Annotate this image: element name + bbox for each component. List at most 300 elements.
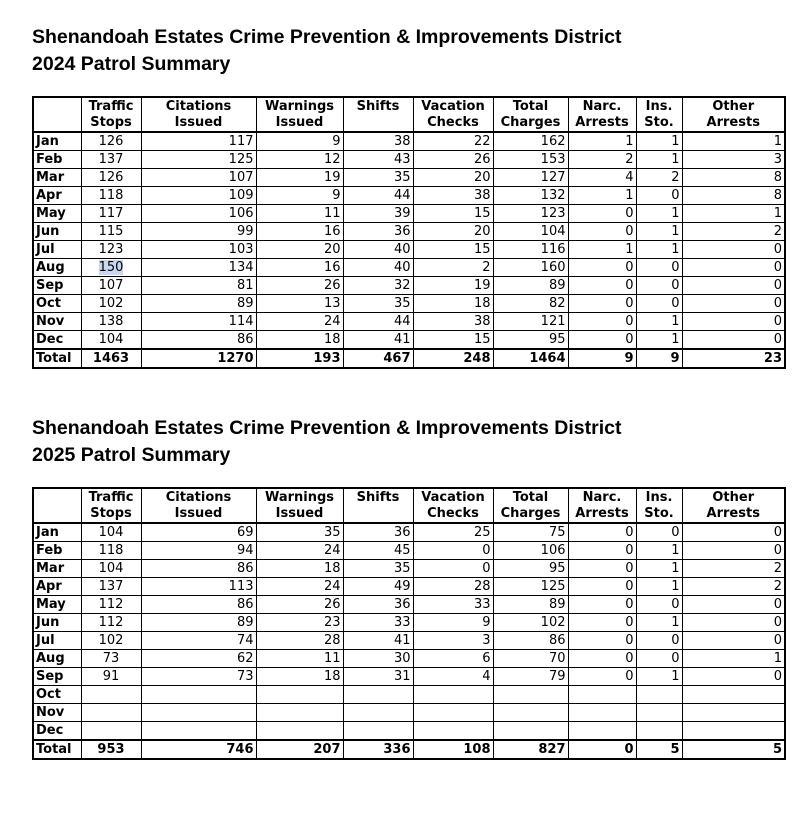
other-arrests-cell[interactable]: 2 xyxy=(682,223,785,241)
traffic-stops-cell[interactable]: 126 xyxy=(81,169,141,187)
other-arrests-cell[interactable]: 2 xyxy=(682,560,785,578)
ins-sto-cell[interactable]: 1 xyxy=(636,668,682,686)
other-arrests-cell[interactable]: 1 xyxy=(682,205,785,223)
citations-issued-cell[interactable]: 109 xyxy=(141,187,256,205)
shifts-cell[interactable]: 41 xyxy=(343,632,413,650)
header-warnings-issued[interactable]: Warnings Issued xyxy=(256,97,343,132)
shifts-cell[interactable]: 40 xyxy=(343,259,413,277)
traffic-stops-cell[interactable]: 102 xyxy=(81,295,141,313)
narc-arrests-cell[interactable]: 0 xyxy=(568,313,636,331)
narc-arrests-cell[interactable]: 0 xyxy=(568,331,636,350)
vacation-checks-cell[interactable]: 0 xyxy=(413,542,493,560)
month-cell[interactable]: Aug xyxy=(33,650,81,668)
narc-arrests-cell[interactable]: 0 xyxy=(568,259,636,277)
shifts-cell[interactable]: 30 xyxy=(343,650,413,668)
ins-sto-cell[interactable] xyxy=(636,722,682,741)
warnings-issued-cell[interactable]: 9 xyxy=(256,187,343,205)
traffic-stops-cell[interactable]: 104 xyxy=(81,523,141,542)
summary-2024-header xyxy=(32,24,622,78)
header-corner-cell[interactable] xyxy=(33,488,81,523)
citations-issued-cell[interactable]: 69 xyxy=(141,523,256,542)
ins-sto-cell[interactable]: 0 xyxy=(636,650,682,668)
summary-2025-header xyxy=(32,415,622,469)
vacation-checks-cell[interactable]: 26 xyxy=(413,151,493,169)
shifts-cell[interactable]: 43 xyxy=(343,151,413,169)
shifts-cell[interactable]: 36 xyxy=(343,596,413,614)
other-arrests-cell[interactable]: 23 xyxy=(682,349,785,368)
total-charges-cell[interactable] xyxy=(493,704,568,722)
ins-sto-cell[interactable]: 0 xyxy=(636,187,682,205)
narc-arrests-cell[interactable] xyxy=(568,704,636,722)
other-arrests-cell[interactable]: 3 xyxy=(682,151,785,169)
total-charges-cell[interactable]: 116 xyxy=(493,241,568,259)
month-cell[interactable]: Jun xyxy=(33,614,81,632)
vacation-checks-cell[interactable]: 4 xyxy=(413,668,493,686)
traffic-stops-cell[interactable]: 118 xyxy=(81,187,141,205)
vacation-checks-cell[interactable]: 2 xyxy=(413,259,493,277)
other-arrests-cell[interactable]: 0 xyxy=(682,542,785,560)
narc-arrests-cell[interactable]: 0 xyxy=(568,277,636,295)
total-charges-cell[interactable]: 104 xyxy=(493,223,568,241)
month-cell[interactable]: Nov xyxy=(33,313,81,331)
header-citations-issued[interactable]: Citations Issued xyxy=(141,488,256,523)
header-narc-arrests[interactable]: Narc. Arrests xyxy=(568,488,636,523)
shifts-cell[interactable] xyxy=(343,722,413,741)
citations-issued-cell[interactable]: 81 xyxy=(141,277,256,295)
ins-sto-cell[interactable]: 1 xyxy=(636,223,682,241)
ins-sto-cell[interactable]: 0 xyxy=(636,596,682,614)
total-charges-cell[interactable]: 125 xyxy=(493,578,568,596)
warnings-issued-cell[interactable]: 24 xyxy=(256,542,343,560)
month-cell[interactable]: Mar xyxy=(33,560,81,578)
ins-sto-cell[interactable]: 1 xyxy=(636,205,682,223)
header-shifts[interactable]: Shifts xyxy=(343,97,413,132)
warnings-issued-cell[interactable] xyxy=(256,686,343,704)
warnings-issued-cell[interactable]: 26 xyxy=(256,277,343,295)
vacation-checks-cell[interactable]: 248 xyxy=(413,349,493,368)
narc-arrests-cell[interactable]: 0 xyxy=(568,223,636,241)
warnings-issued-cell[interactable] xyxy=(256,704,343,722)
citations-issued-cell[interactable]: 73 xyxy=(141,668,256,686)
vacation-checks-cell[interactable]: 15 xyxy=(413,331,493,350)
table-row xyxy=(33,169,785,187)
header-vacation-checks[interactable]: Vacation Checks xyxy=(413,488,493,523)
narc-arrests-cell[interactable]: 0 xyxy=(568,650,636,668)
warnings-issued-cell[interactable]: 24 xyxy=(256,578,343,596)
header-ins-sto[interactable]: Ins. Sto. xyxy=(636,488,682,523)
total-charges-cell[interactable]: 132 xyxy=(493,187,568,205)
month-cell[interactable]: Jul xyxy=(33,241,81,259)
header-narc-arrests[interactable]: Narc. Arrests xyxy=(568,97,636,132)
total-charges-cell[interactable]: 70 xyxy=(493,650,568,668)
shifts-cell[interactable]: 36 xyxy=(343,223,413,241)
total-charges-cell[interactable]: 162 xyxy=(493,132,568,151)
warnings-issued-cell[interactable]: 13 xyxy=(256,295,343,313)
month-cell[interactable]: Feb xyxy=(33,151,81,169)
shifts-cell[interactable]: 31 xyxy=(343,668,413,686)
ins-sto-cell[interactable]: 0 xyxy=(636,277,682,295)
other-arrests-cell[interactable]: 5 xyxy=(682,740,785,759)
traffic-stops-cell[interactable]: 137 xyxy=(81,151,141,169)
citations-issued-cell[interactable]: 99 xyxy=(141,223,256,241)
shifts-cell[interactable]: 32 xyxy=(343,277,413,295)
other-arrests-cell[interactable] xyxy=(682,704,785,722)
narc-arrests-cell[interactable]: 0 xyxy=(568,668,636,686)
vacation-checks-cell[interactable]: 25 xyxy=(413,523,493,542)
month-cell[interactable]: Nov xyxy=(33,704,81,722)
header-row xyxy=(33,97,785,132)
vacation-checks-cell[interactable]: 9 xyxy=(413,614,493,632)
citations-issued-cell[interactable]: 117 xyxy=(141,132,256,151)
month-cell[interactable]: May xyxy=(33,596,81,614)
narc-arrests-cell[interactable] xyxy=(568,686,636,704)
ins-sto-cell[interactable]: 1 xyxy=(636,614,682,632)
month-cell[interactable]: Jun xyxy=(33,223,81,241)
vacation-checks-cell[interactable]: 38 xyxy=(413,313,493,331)
table-row xyxy=(33,132,785,151)
vacation-checks-cell[interactable]: 22 xyxy=(413,132,493,151)
narc-arrests-cell[interactable]: 0 xyxy=(568,542,636,560)
warnings-issued-cell[interactable]: 11 xyxy=(256,205,343,223)
warnings-issued-cell[interactable]: 9 xyxy=(256,132,343,151)
vacation-checks-cell[interactable] xyxy=(413,686,493,704)
narc-arrests-cell[interactable] xyxy=(568,722,636,741)
warnings-issued-cell[interactable]: 18 xyxy=(256,560,343,578)
warnings-issued-cell[interactable]: 24 xyxy=(256,313,343,331)
other-arrests-cell[interactable]: 0 xyxy=(682,295,785,313)
vacation-checks-cell[interactable]: 108 xyxy=(413,740,493,759)
ins-sto-cell[interactable]: 9 xyxy=(636,349,682,368)
ins-sto-cell[interactable] xyxy=(636,686,682,704)
vacation-checks-cell[interactable]: 18 xyxy=(413,295,493,313)
other-arrests-cell[interactable]: 0 xyxy=(682,668,785,686)
ins-sto-cell[interactable]: 0 xyxy=(636,523,682,542)
vacation-checks-cell[interactable]: 15 xyxy=(413,205,493,223)
citations-issued-cell[interactable]: 103 xyxy=(141,241,256,259)
total-charges-cell[interactable]: 79 xyxy=(493,668,568,686)
table-row xyxy=(33,523,785,542)
header-total-charges[interactable]: Total Charges xyxy=(493,488,568,523)
shifts-cell[interactable]: 36 xyxy=(343,523,413,542)
other-arrests-cell[interactable]: 1 xyxy=(682,650,785,668)
citations-issued-cell[interactable]: 125 xyxy=(141,151,256,169)
citations-issued-cell[interactable]: 62 xyxy=(141,650,256,668)
total-charges-cell[interactable]: 95 xyxy=(493,560,568,578)
header-total-charges[interactable]: Total Charges xyxy=(493,97,568,132)
month-cell[interactable]: Apr xyxy=(33,578,81,596)
ins-sto-cell[interactable]: 1 xyxy=(636,241,682,259)
total-label-cell[interactable]: Total xyxy=(33,740,81,759)
citations-issued-cell[interactable]: 134 xyxy=(141,259,256,277)
ins-sto-cell[interactable]: 1 xyxy=(636,132,682,151)
traffic-stops-cell[interactable]: 118 xyxy=(81,542,141,560)
warnings-issued-cell[interactable]: 193 xyxy=(256,349,343,368)
other-arrests-cell[interactable]: 0 xyxy=(682,614,785,632)
month-cell[interactable]: Dec xyxy=(33,722,81,741)
traffic-stops-cell[interactable] xyxy=(81,704,141,722)
other-arrests-cell[interactable]: 0 xyxy=(682,596,785,614)
narc-arrests-cell[interactable]: 0 xyxy=(568,523,636,542)
traffic-stops-cell[interactable]: 117 xyxy=(81,205,141,223)
table-row xyxy=(33,650,785,668)
total-charges-cell[interactable]: 160 xyxy=(493,259,568,277)
warnings-issued-cell[interactable]: 35 xyxy=(256,523,343,542)
narc-arrests-cell[interactable]: 0 xyxy=(568,578,636,596)
narc-arrests-cell[interactable]: 9 xyxy=(568,349,636,368)
warnings-issued-cell[interactable] xyxy=(256,722,343,741)
shifts-cell[interactable] xyxy=(343,686,413,704)
other-arrests-cell[interactable]: 8 xyxy=(682,169,785,187)
citations-issued-cell[interactable]: 89 xyxy=(141,614,256,632)
traffic-stops-cell[interactable] xyxy=(81,259,141,277)
month-cell[interactable]: Sep xyxy=(33,277,81,295)
month-cell[interactable]: Sep xyxy=(33,668,81,686)
other-arrests-cell[interactable] xyxy=(682,686,785,704)
shifts-cell[interactable]: 44 xyxy=(343,313,413,331)
warnings-issued-cell[interactable]: 18 xyxy=(256,331,343,350)
ins-sto-cell[interactable]: 0 xyxy=(636,295,682,313)
header-shifts[interactable]: Shifts xyxy=(343,488,413,523)
warnings-issued-cell[interactable]: 18 xyxy=(256,668,343,686)
warnings-issued-cell[interactable]: 12 xyxy=(256,151,343,169)
month-cell[interactable]: Apr xyxy=(33,187,81,205)
total-label-cell[interactable]: Total xyxy=(33,349,81,368)
vacation-checks-cell[interactable]: 15 xyxy=(413,241,493,259)
total-charges-cell[interactable]: 121 xyxy=(493,313,568,331)
month-cell[interactable]: Oct xyxy=(33,295,81,313)
warnings-issued-cell[interactable]: 16 xyxy=(256,223,343,241)
traffic-stops-cell[interactable]: 123 xyxy=(81,241,141,259)
shifts-cell[interactable]: 33 xyxy=(343,614,413,632)
citations-issued-cell[interactable]: 86 xyxy=(141,331,256,350)
vacation-checks-cell[interactable]: 38 xyxy=(413,187,493,205)
total-charges-cell[interactable]: 153 xyxy=(493,151,568,169)
shifts-cell[interactable]: 45 xyxy=(343,542,413,560)
traffic-stops-cell[interactable]: 1463 xyxy=(81,349,141,368)
ins-sto-cell[interactable]: 0 xyxy=(636,632,682,650)
shifts-cell[interactable]: 38 xyxy=(343,132,413,151)
vacation-checks-cell[interactable] xyxy=(413,722,493,741)
header-citations-issued[interactable]: Citations Issued xyxy=(141,97,256,132)
other-arrests-cell[interactable]: 1 xyxy=(682,132,785,151)
ins-sto-cell[interactable]: 5 xyxy=(636,740,682,759)
other-arrests-cell[interactable]: 0 xyxy=(682,241,785,259)
selected-text-highlight[interactable]: 150 xyxy=(98,259,124,275)
vacation-checks-cell[interactable]: 20 xyxy=(413,169,493,187)
header-warnings-issued[interactable]: Warnings Issued xyxy=(256,488,343,523)
shifts-cell[interactable]: 35 xyxy=(343,295,413,313)
header-traffic-stops[interactable]: Traffic Stops xyxy=(81,97,141,132)
table-row xyxy=(33,241,785,259)
narc-arrests-cell[interactable]: 0 xyxy=(568,596,636,614)
vacation-checks-cell[interactable]: 28 xyxy=(413,578,493,596)
total-charges-cell[interactable]: 86 xyxy=(493,632,568,650)
ins-sto-cell[interactable] xyxy=(636,704,682,722)
vacation-checks-cell[interactable] xyxy=(413,704,493,722)
month-cell[interactable]: Jul xyxy=(33,632,81,650)
shifts-cell[interactable]: 41 xyxy=(343,331,413,350)
vacation-checks-cell[interactable]: 19 xyxy=(413,277,493,295)
ins-sto-cell[interactable]: 2 xyxy=(636,169,682,187)
narc-arrests-cell[interactable]: 0 xyxy=(568,295,636,313)
ins-sto-cell[interactable]: 1 xyxy=(636,560,682,578)
shifts-cell[interactable]: 40 xyxy=(343,241,413,259)
table-row xyxy=(33,187,785,205)
traffic-stops-cell[interactable]: 126 xyxy=(81,132,141,151)
header-other-arrests[interactable]: Other Arrests xyxy=(682,97,785,132)
month-cell[interactable]: May xyxy=(33,205,81,223)
narc-arrests-cell[interactable]: 0 xyxy=(568,632,636,650)
other-arrests-cell[interactable]: 8 xyxy=(682,187,785,205)
citations-issued-cell[interactable]: 1270 xyxy=(141,349,256,368)
narc-arrests-cell[interactable]: 2 xyxy=(568,151,636,169)
traffic-stops-cell[interactable]: 115 xyxy=(81,223,141,241)
narc-arrests-cell[interactable]: 0 xyxy=(568,614,636,632)
ins-sto-cell[interactable]: 0 xyxy=(636,259,682,277)
traffic-stops-cell[interactable] xyxy=(81,722,141,741)
citations-issued-cell[interactable] xyxy=(141,704,256,722)
month-cell[interactable]: Jan xyxy=(33,523,81,542)
month-cell[interactable]: Oct xyxy=(33,686,81,704)
shifts-cell[interactable]: 39 xyxy=(343,205,413,223)
citations-issued-cell[interactable]: 114 xyxy=(141,313,256,331)
citations-issued-cell[interactable]: 86 xyxy=(141,560,256,578)
header-ins-sto[interactable]: Ins. Sto. xyxy=(636,97,682,132)
vacation-checks-cell[interactable]: 6 xyxy=(413,650,493,668)
warnings-issued-cell[interactable]: 20 xyxy=(256,241,343,259)
table-row xyxy=(33,259,785,277)
header-corner-cell[interactable] xyxy=(33,97,81,132)
header-row xyxy=(33,488,785,523)
total-charges-cell[interactable]: 75 xyxy=(493,523,568,542)
month-cell[interactable]: Feb xyxy=(33,542,81,560)
shifts-cell[interactable]: 336 xyxy=(343,740,413,759)
citations-issued-cell[interactable]: 86 xyxy=(141,596,256,614)
table-row xyxy=(33,295,785,313)
traffic-stops-cell[interactable] xyxy=(81,686,141,704)
citations-issued-cell[interactable]: 106 xyxy=(141,205,256,223)
warnings-issued-cell[interactable]: 207 xyxy=(256,740,343,759)
month-cell[interactable]: Dec xyxy=(33,331,81,350)
warnings-issued-cell[interactable]: 28 xyxy=(256,632,343,650)
ins-sto-cell[interactable]: 1 xyxy=(636,151,682,169)
header-other-arrests[interactable]: Other Arrests xyxy=(682,488,785,523)
citations-issued-cell[interactable]: 113 xyxy=(141,578,256,596)
warnings-issued-cell[interactable]: 23 xyxy=(256,614,343,632)
traffic-stops-cell[interactable]: 102 xyxy=(81,632,141,650)
total-charges-cell[interactable]: 89 xyxy=(493,596,568,614)
total-charges-cell[interactable] xyxy=(493,722,568,741)
total-charges-cell[interactable]: 89 xyxy=(493,277,568,295)
shifts-cell[interactable]: 35 xyxy=(343,560,413,578)
total-charges-cell[interactable]: 827 xyxy=(493,740,568,759)
total-charges-cell[interactable]: 1464 xyxy=(493,349,568,368)
month-cell[interactable]: Jan xyxy=(33,132,81,151)
citations-issued-cell[interactable] xyxy=(141,686,256,704)
document-subtitle-2025: 2025 Patrol Summary xyxy=(32,444,231,466)
total-charges-cell[interactable]: 127 xyxy=(493,169,568,187)
citations-issued-cell[interactable]: 74 xyxy=(141,632,256,650)
table-row xyxy=(33,632,785,650)
total-charges-cell[interactable]: 102 xyxy=(493,614,568,632)
citations-issued-cell[interactable]: 746 xyxy=(141,740,256,759)
traffic-stops-cell[interactable]: 953 xyxy=(81,740,141,759)
shifts-cell[interactable]: 35 xyxy=(343,169,413,187)
document-subtitle-2024: 2024 Patrol Summary xyxy=(32,53,231,75)
other-arrests-cell[interactable]: 0 xyxy=(682,632,785,650)
shifts-cell[interactable]: 44 xyxy=(343,187,413,205)
vacation-checks-cell[interactable]: 0 xyxy=(413,560,493,578)
traffic-stops-cell[interactable]: 73 xyxy=(81,650,141,668)
ins-sto-cell[interactable]: 1 xyxy=(636,578,682,596)
ins-sto-cell[interactable]: 1 xyxy=(636,331,682,350)
traffic-stops-cell[interactable]: 104 xyxy=(81,331,141,350)
other-arrests-cell[interactable]: 0 xyxy=(682,259,785,277)
document-title-2025: Shenandoah Estates Crime Prevention & Improvements District xyxy=(32,417,622,439)
traffic-stops-cell[interactable]: 137 xyxy=(81,578,141,596)
shifts-cell[interactable] xyxy=(343,704,413,722)
other-arrests-cell[interactable]: 0 xyxy=(682,331,785,350)
total-charges-cell[interactable] xyxy=(493,686,568,704)
vacation-checks-cell[interactable]: 33 xyxy=(413,596,493,614)
patrol-summary-table-2024 xyxy=(32,96,786,369)
traffic-stops-cell[interactable]: 91 xyxy=(81,668,141,686)
month-cell[interactable]: Aug xyxy=(33,259,81,277)
total-charges-cell[interactable]: 95 xyxy=(493,331,568,350)
citations-issued-cell[interactable]: 107 xyxy=(141,169,256,187)
month-cell[interactable]: Mar xyxy=(33,169,81,187)
ins-sto-cell[interactable]: 1 xyxy=(636,542,682,560)
ins-sto-cell[interactable]: 1 xyxy=(636,313,682,331)
shifts-cell[interactable]: 467 xyxy=(343,349,413,368)
total-charges-cell[interactable]: 82 xyxy=(493,295,568,313)
citations-issued-cell[interactable] xyxy=(141,722,256,741)
traffic-stops-cell[interactable]: 107 xyxy=(81,277,141,295)
narc-arrests-cell[interactable]: 0 xyxy=(568,205,636,223)
narc-arrests-cell[interactable]: 1 xyxy=(568,241,636,259)
narc-arrests-cell[interactable]: 4 xyxy=(568,169,636,187)
header-vacation-checks[interactable]: Vacation Checks xyxy=(413,97,493,132)
total-charges-cell[interactable]: 106 xyxy=(493,542,568,560)
total-charges-cell[interactable]: 123 xyxy=(493,205,568,223)
narc-arrests-cell[interactable]: 1 xyxy=(568,132,636,151)
traffic-stops-cell[interactable]: 112 xyxy=(81,614,141,632)
other-arrests-cell[interactable] xyxy=(682,722,785,741)
header-traffic-stops[interactable]: Traffic Stops xyxy=(81,488,141,523)
narc-arrests-cell[interactable]: 0 xyxy=(568,740,636,759)
vacation-checks-cell[interactable]: 20 xyxy=(413,223,493,241)
other-arrests-cell[interactable]: 0 xyxy=(682,523,785,542)
warnings-issued-cell[interactable]: 16 xyxy=(256,259,343,277)
traffic-stops-cell[interactable]: 112 xyxy=(81,596,141,614)
traffic-stops-cell[interactable]: 104 xyxy=(81,560,141,578)
warnings-issued-cell[interactable]: 19 xyxy=(256,169,343,187)
traffic-stops-cell[interactable]: 138 xyxy=(81,313,141,331)
warnings-issued-cell[interactable]: 11 xyxy=(256,650,343,668)
vacation-checks-cell[interactable]: 3 xyxy=(413,632,493,650)
warnings-issued-cell[interactable]: 26 xyxy=(256,596,343,614)
shifts-cell[interactable]: 49 xyxy=(343,578,413,596)
narc-arrests-cell[interactable]: 0 xyxy=(568,560,636,578)
citations-issued-cell[interactable]: 89 xyxy=(141,295,256,313)
other-arrests-cell[interactable]: 0 xyxy=(682,313,785,331)
other-arrests-cell[interactable]: 2 xyxy=(682,578,785,596)
patrol-summary-table-2025 xyxy=(32,487,786,760)
other-arrests-cell[interactable]: 0 xyxy=(682,277,785,295)
citations-issued-cell[interactable]: 94 xyxy=(141,542,256,560)
document-title-2024: Shenandoah Estates Crime Prevention & Improvements District xyxy=(32,26,622,48)
narc-arrests-cell[interactable]: 1 xyxy=(568,187,636,205)
